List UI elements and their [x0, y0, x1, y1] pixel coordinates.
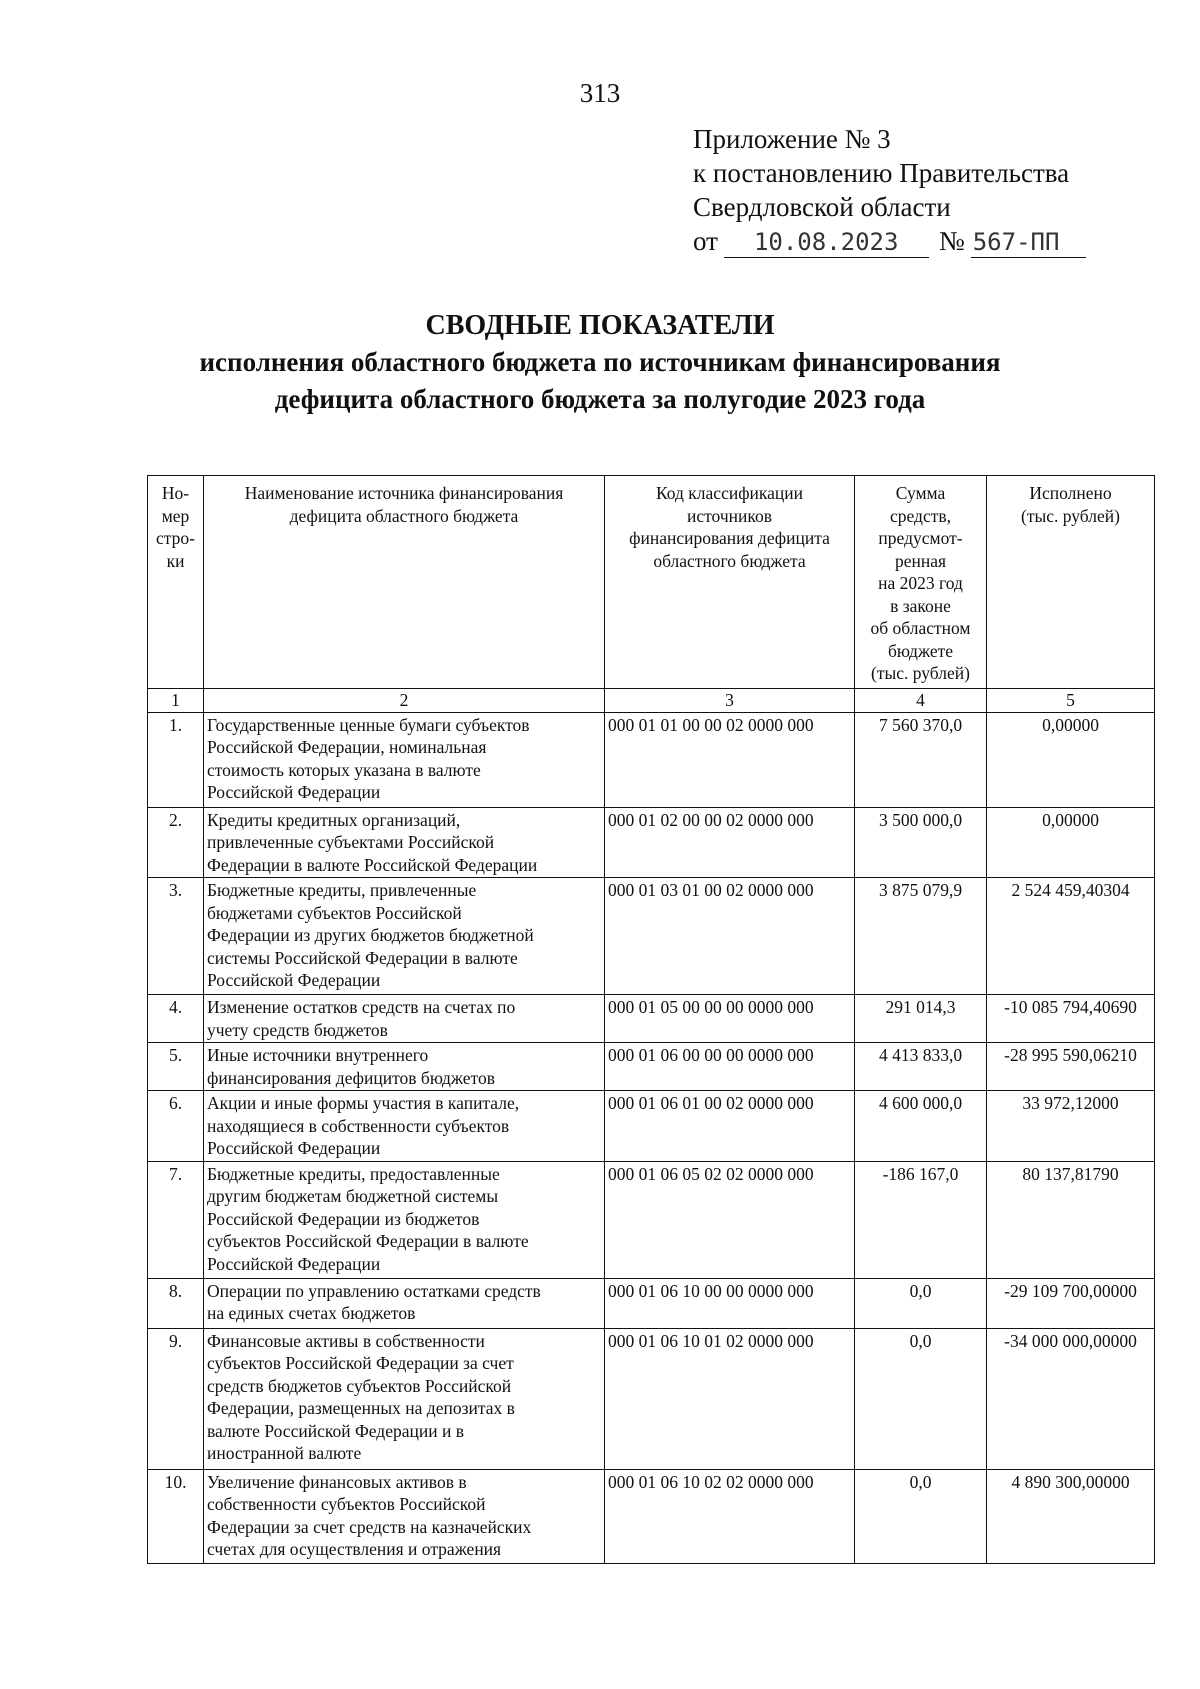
- executed-sum: -34 000 000,00000: [987, 1328, 1155, 1469]
- table-row: [148, 1278, 1155, 1328]
- planned-sum: 0,0: [855, 1469, 987, 1563]
- table-body: [148, 689, 1155, 1564]
- classification-code: 000 01 06 05 02 02 0000 000: [605, 1161, 855, 1278]
- row-number: 3.: [148, 878, 204, 995]
- source-name: Акции и иные формы участия в капитале, находящиеся в собственности субъектов Российской Федерации: [204, 1091, 605, 1162]
- executed-sum: 4 890 300,00000: [987, 1469, 1155, 1563]
- appendix-line-3: Свердловской области: [693, 192, 951, 222]
- table-row: [148, 878, 1155, 995]
- column-number: 2: [204, 689, 605, 713]
- title-line-1: СВОДНЫЕ ПОКАЗАТЕЛИ: [425, 310, 775, 341]
- column-number: 3: [605, 689, 855, 713]
- executed-sum: -10 085 794,40690: [987, 995, 1155, 1043]
- source-name: Увеличение финансовых активов в собственности субъектов Российской Федерации за счет средств на казначейских счетах для осуществления и отражения: [204, 1469, 605, 1563]
- planned-sum: 3 875 079,9: [855, 878, 987, 995]
- title-line-2: исполнения областного бюджета по источникам финансирования: [199, 347, 1001, 377]
- row-number: 9.: [148, 1328, 204, 1469]
- row-number: 1.: [148, 712, 204, 807]
- executed-sum: -29 109 700,00000: [987, 1278, 1155, 1328]
- planned-sum: 4 413 833,0: [855, 1043, 987, 1091]
- source-name: Бюджетные кредиты, привлеченные бюджетами субъектов Российской Федерации из других бюджетов бюджетной системы Российской Федерации в валюте Российской Федерации: [204, 878, 605, 995]
- appendix-line-1: Приложение № 3: [693, 124, 891, 154]
- resolution-number: 567-ПП: [971, 229, 1086, 258]
- classification-code: 000 01 06 10 02 02 0000 000: [605, 1469, 855, 1563]
- row-number: 2.: [148, 807, 204, 878]
- table-row: [148, 1043, 1155, 1091]
- executed-sum: 80 137,81790: [987, 1161, 1155, 1278]
- source-name: Операции по управлению остатками средств на единых счетах бюджетов: [204, 1278, 605, 1328]
- classification-code: 000 01 05 00 00 00 0000 000: [605, 995, 855, 1043]
- planned-sum: 291 014,3: [855, 995, 987, 1043]
- executed-sum: -28 995 590,06210: [987, 1043, 1155, 1091]
- row-number: 6.: [148, 1091, 204, 1162]
- source-name: Изменение остатков средств на счетах по учету средств бюджетов: [204, 995, 605, 1043]
- table-row: [148, 1161, 1155, 1278]
- planned-sum: 0,0: [855, 1328, 987, 1469]
- document-title: [0, 307, 1200, 418]
- classification-code: 000 01 02 00 00 02 0000 000: [605, 807, 855, 878]
- source-name: Бюджетные кредиты, предоставленные другим бюджетам бюджетной системы Российской Федерации из бюджетов субъектов Российской Федерации в валюте Российской Федерации: [204, 1161, 605, 1278]
- appendix-header: [693, 122, 1086, 258]
- planned-sum: -186 167,0: [855, 1161, 987, 1278]
- executed-sum: 33 972,12000: [987, 1091, 1155, 1162]
- page-number: 313: [579, 78, 621, 108]
- column-number: 1: [148, 689, 204, 713]
- column-number: 4: [855, 689, 987, 713]
- title-line-3: дефицита областного бюджета за полугодие 2023 года: [274, 384, 926, 414]
- executed-sum: 0,00000: [987, 807, 1155, 878]
- source-name: Кредиты кредитных организаций, привлеченные субъектами Российской Федерации в валюте Российской Федерации: [204, 807, 605, 878]
- table-row: [148, 1469, 1155, 1563]
- from-label: от: [693, 226, 718, 256]
- classification-code: 000 01 06 10 01 02 0000 000: [605, 1328, 855, 1469]
- row-number: 4.: [148, 995, 204, 1043]
- table-header-row: [148, 476, 1155, 689]
- row-number: 7.: [148, 1161, 204, 1278]
- planned-sum: 3 500 000,0: [855, 807, 987, 878]
- classification-code: 000 01 03 01 00 02 0000 000: [605, 878, 855, 995]
- resolution-date: 10.08.2023: [724, 229, 929, 258]
- header-planned-sum: Сумма средств, предусмот- ренная на 2023 год в законе об областном бюджете (тыс. рублей): [855, 476, 987, 689]
- row-number: 10.: [148, 1469, 204, 1563]
- source-name: Иные источники внутреннего финансирования дефицитов бюджетов: [204, 1043, 605, 1091]
- column-number: 5: [987, 689, 1155, 713]
- table-row: [148, 807, 1155, 878]
- row-number: 5.: [148, 1043, 204, 1091]
- table-row: [148, 995, 1155, 1043]
- appendix-line-2: к постановлению Правительства: [693, 158, 1070, 188]
- header-executed: Исполнено (тыс. рублей): [987, 476, 1155, 689]
- classification-code: 000 01 01 00 00 02 0000 000: [605, 712, 855, 807]
- number-label: №: [938, 226, 965, 256]
- header-source-name: Наименование источника финансирования дефицита областного бюджета: [204, 476, 605, 689]
- source-name: Финансовые активы в собственности субъектов Российской Федерации за счет средств бюджетов субъектов Российской Федерации, размещенных на депозитах в валюте Российской Федерации и в иностранной валюте: [204, 1328, 605, 1469]
- row-number: 8.: [148, 1278, 204, 1328]
- header-row-number: Но- мер стро- ки: [148, 476, 204, 689]
- table-row: [148, 1328, 1155, 1469]
- appendix-date-row: [693, 224, 1086, 258]
- executed-sum: 2 524 459,40304: [987, 878, 1155, 995]
- planned-sum: 0,0: [855, 1278, 987, 1328]
- source-name: Государственные ценные бумаги субъектов Российской Федерации, номинальная стоимость которых указана в валюте Российской Федерации: [204, 712, 605, 807]
- classification-code: 000 01 06 10 00 00 0000 000: [605, 1278, 855, 1328]
- planned-sum: 7 560 370,0: [855, 712, 987, 807]
- table-row: [148, 1091, 1155, 1162]
- budget-table: [147, 475, 1155, 1564]
- table-row: [148, 712, 1155, 807]
- column-number-row: [148, 689, 1155, 713]
- planned-sum: 4 600 000,0: [855, 1091, 987, 1162]
- executed-sum: 0,00000: [987, 712, 1155, 807]
- classification-code: 000 01 06 01 00 02 0000 000: [605, 1091, 855, 1162]
- header-classification-code: Код классификации источников финансирования дефицита областного бюджета: [605, 476, 855, 689]
- classification-code: 000 01 06 00 00 00 0000 000: [605, 1043, 855, 1091]
